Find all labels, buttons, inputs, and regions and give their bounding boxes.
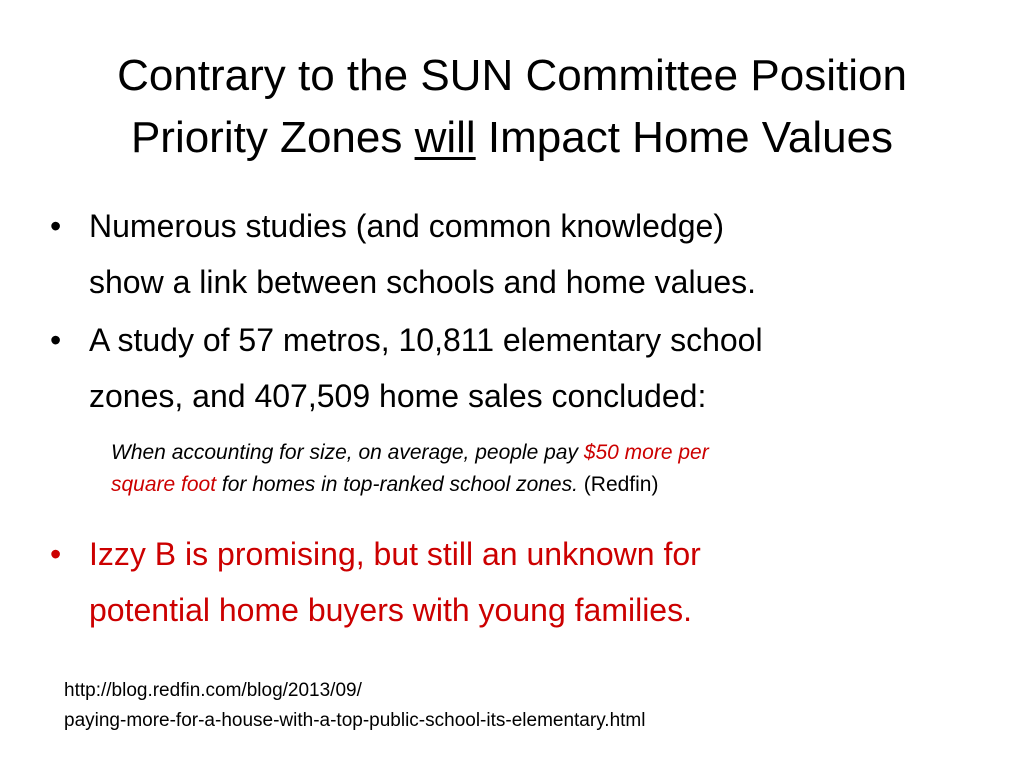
source-url-line-1: http://blog.redfin.com/blog/2013/09/ [64,680,362,701]
slide-title-line-1 [0,44,1024,108]
quote-highlight: square foot [111,473,217,496]
title-text-2-pre: Priority Zones [130,113,415,162]
bullet-line: Izzy B is promising, but still an unknown for [89,536,701,572]
bullet-marker: • [50,208,62,244]
bullet-text [89,312,949,424]
bullet-text [89,526,949,638]
quote-line-2 [111,469,951,501]
bullet-text [89,198,949,310]
title-text-2-post: Impact Home Values [475,113,894,162]
quote-text: for homes in top-ranked school zones. [216,473,578,496]
quote-text: When accounting for size, on average, people pay [111,441,584,464]
quote-line-1 [111,437,951,469]
redfin-quote [111,437,951,501]
bullet-marker: • [50,322,62,358]
slide-title-line-2 [0,106,1024,170]
quote-attribution: (Redfin) [577,473,659,496]
source-url-line-2: paying-more-for-a-house-with-a-top-public-school-its-elementary.html [64,710,646,731]
bullet-line: show a link between schools and home values. [89,264,757,300]
bullet-line: A study of 57 metros, 10,811 elementary school [89,322,763,358]
bullet-line: zones, and 407,509 home sales concluded: [89,378,707,414]
bullet-line: Numerous studies (and common knowledge) [89,208,724,244]
source-url [64,676,964,736]
title-text-1: Contrary to the SUN Committee Position [117,51,907,100]
bullet-marker: • [50,536,62,572]
title-emphasis-will: will [414,113,476,162]
bullet-line: potential home buyers with young families. [89,592,692,628]
quote-highlight: $50 more per [583,441,709,464]
